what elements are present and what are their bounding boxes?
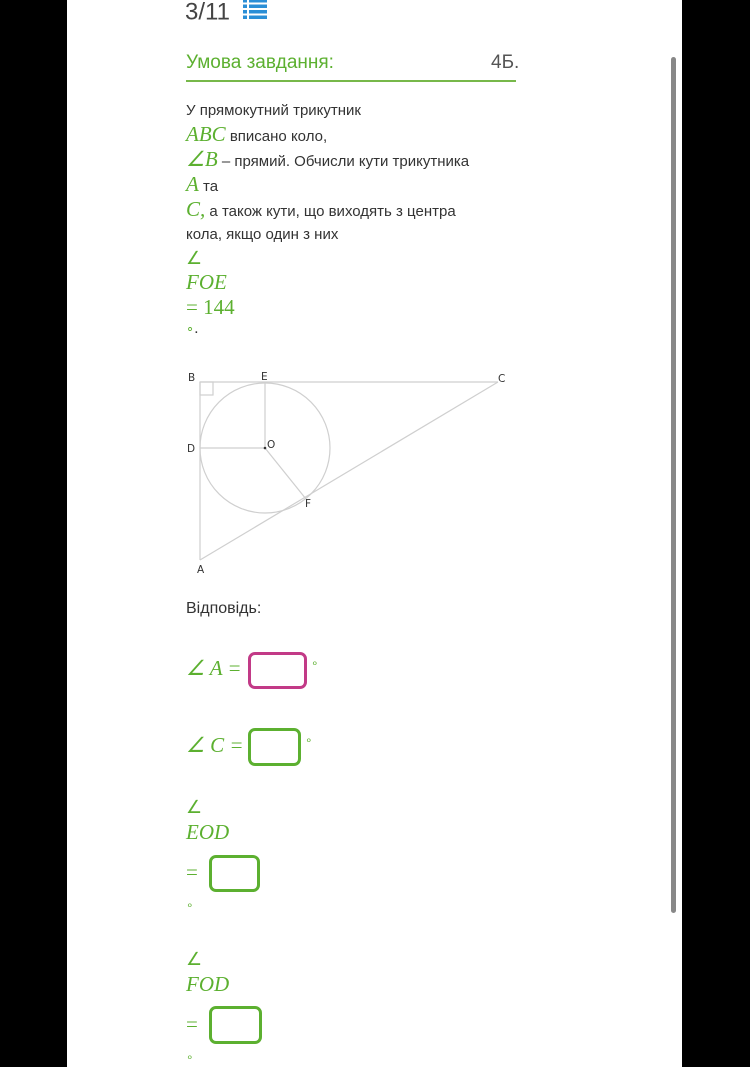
task-page	[67, 0, 682, 1067]
angle-foe-name: FOE	[186, 270, 227, 294]
statement-line-3-text: – прямий. Обчисли кути трикутника	[217, 153, 470, 170]
label-c: C	[498, 373, 506, 385]
statement-line-2	[186, 122, 327, 147]
side-ac	[200, 382, 498, 560]
statement-line-5	[186, 197, 456, 222]
answer-angle-c-label	[186, 733, 244, 758]
list-icon[interactable]	[243, 0, 267, 27]
right-angle-mark	[200, 382, 213, 395]
answer-angle-c-text: ∠ C =	[186, 733, 244, 757]
angle-symbol: ∠	[186, 248, 203, 268]
eod-degree: ∘	[186, 898, 194, 912]
triangle-abc: ABC	[186, 122, 226, 146]
task-points: 4Б.	[491, 52, 520, 73]
radius-of	[265, 448, 306, 499]
vertex-a: A	[186, 172, 199, 196]
answer-angle-a-label	[186, 656, 242, 681]
eod-name: EOD	[186, 820, 230, 844]
degree-sign: ∘	[186, 321, 195, 336]
label-e: E	[261, 371, 268, 383]
task-title: Умова завдання:	[186, 52, 334, 73]
counter-text: 3/11	[185, 0, 230, 26]
scrollbar[interactable]	[671, 57, 676, 913]
angle-c-degree: ∘	[305, 733, 313, 747]
angle-b: ∠B	[186, 147, 218, 171]
answer-label: Відповідь:	[186, 600, 262, 617]
fod-degree: ∘	[186, 1050, 194, 1064]
label-f: F	[305, 498, 312, 510]
eod-angle-symbol: ∠	[186, 797, 203, 817]
angle-c-input[interactable]	[248, 728, 301, 766]
fod-angle-symbol: ∠	[186, 949, 203, 969]
label-o: O	[267, 439, 276, 451]
statement-line-4-text: та	[198, 178, 219, 195]
statement-line-6: кола, якщо один з них	[186, 226, 339, 243]
angle-fod-input[interactable]	[209, 1006, 262, 1044]
task-counter	[185, 0, 267, 27]
label-a: A	[197, 564, 205, 576]
triangle-figure	[184, 366, 514, 578]
vertex-c: C,	[186, 197, 206, 221]
statement-line-3	[186, 147, 469, 172]
fod-equals: =	[186, 1012, 198, 1036]
label-b: B	[188, 372, 196, 384]
angle-a-input[interactable]	[248, 652, 307, 689]
angle-eod-input[interactable]	[209, 855, 260, 892]
statement-line-4	[186, 172, 218, 197]
center-o-dot	[264, 447, 267, 450]
period: .	[194, 320, 199, 337]
statement-degree	[186, 320, 199, 338]
angle-foe-value: = 144	[186, 295, 235, 319]
answer-angle-a-text: ∠ A =	[186, 656, 242, 680]
title-divider	[186, 80, 516, 82]
eod-equals: =	[186, 860, 198, 884]
statement-line-5-text: а також кути, що виходять з центра	[205, 203, 456, 220]
statement-line-2-text: вписано коло,	[225, 128, 328, 145]
label-d: D	[187, 443, 196, 455]
statement-line-1: У прямокутний трикутник	[186, 102, 361, 119]
fod-name: FOD	[186, 972, 230, 996]
angle-a-degree: ∘	[311, 656, 319, 670]
